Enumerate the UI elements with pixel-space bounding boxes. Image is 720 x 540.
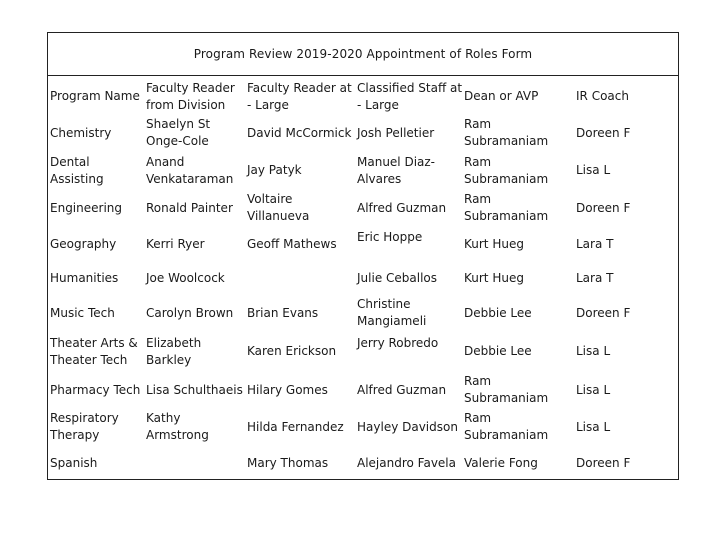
- cell-classified: [357, 295, 426, 331]
- cell-ir-text: Doreen F: [576, 455, 631, 470]
- cell-dean: [464, 116, 548, 150]
- cell-program-text: Respiratory Therapy: [50, 411, 119, 442]
- header-program: [50, 79, 140, 114]
- cell-classified-text: Julie Ceballos: [357, 270, 438, 285]
- cell-dean-text: Ram Subramaniam: [464, 192, 549, 223]
- cell-faculty-large: [247, 227, 337, 261]
- cell-program-text: Spanish: [50, 455, 98, 470]
- cell-faculty-division: [146, 191, 233, 225]
- cell-faculty-large-text: Brian Evans: [247, 305, 319, 320]
- cell-ir: [576, 447, 630, 479]
- cell-faculty-division: [146, 116, 210, 150]
- cell-program-text: Dental Assisting: [50, 154, 104, 186]
- cell-faculty-large: [247, 116, 351, 150]
- cell-faculty-large-text: Geoff Mathews: [247, 236, 337, 251]
- cell-faculty-division-text: Kathy Armstrong: [146, 411, 209, 442]
- cell-classified-text: Josh Pelletier: [357, 125, 435, 140]
- cell-dean: [464, 409, 548, 445]
- cell-ir-text: Doreen F: [576, 305, 631, 320]
- header-dean-text: Dean or AVP: [464, 89, 539, 103]
- cell-dean-text: Kurt Hueg: [464, 236, 524, 251]
- cell-faculty-large-text: Karen Erickson: [247, 344, 337, 358]
- cell-faculty-large-text: Voltaire Villanueva: [247, 192, 310, 223]
- cell-dean-text: Ram Subramaniam: [464, 117, 549, 148]
- header-faculty-large-text: Faculty Reader at - Large: [247, 80, 352, 112]
- cell-faculty-division-text: Ronald Painter: [146, 200, 233, 215]
- cell-dean-text: Debbie Lee: [464, 305, 532, 320]
- cell-program: [50, 447, 97, 479]
- cell-program-text: Music Tech: [50, 305, 115, 320]
- cell-program: [50, 152, 104, 189]
- cell-ir-text: Lisa L: [576, 419, 611, 434]
- cell-faculty-large-text: David McCormick: [247, 125, 352, 140]
- cell-ir-text: Doreen F: [576, 125, 631, 140]
- cell-program-text: Theater Arts & Theater Tech: [50, 335, 138, 367]
- cell-classified: [357, 116, 434, 150]
- cell-faculty-division: [146, 262, 225, 294]
- cell-faculty-large-text: Hilda Fernandez: [247, 419, 344, 434]
- cell-dean-text: Kurt Hueg: [464, 270, 524, 285]
- cell-faculty-large: [247, 447, 328, 479]
- cell-ir: [576, 409, 610, 445]
- cell-ir: [576, 116, 630, 150]
- cell-faculty-large: [247, 152, 302, 189]
- cell-ir-text: Lara T: [576, 236, 614, 251]
- cell-program-text: Geography: [50, 236, 117, 251]
- cell-dean: [464, 333, 532, 370]
- cell-program: [50, 372, 140, 408]
- cell-dean-text: Ram Subramaniam: [464, 411, 549, 442]
- cell-faculty-division: [146, 372, 243, 408]
- cell-classified: [357, 447, 456, 479]
- cell-ir-text: Lara T: [576, 270, 614, 285]
- cell-faculty-division-text: Anand Venkataraman: [146, 154, 234, 186]
- cell-program: [50, 295, 115, 331]
- cell-dean: [464, 152, 548, 189]
- cell-faculty-division-text: Lisa Schulthaeis: [146, 382, 243, 397]
- cell-faculty-large: [247, 409, 344, 445]
- cell-dean-text: Valerie Fong: [464, 455, 538, 470]
- header-faculty-division-text: Faculty Reader from Division: [146, 80, 235, 112]
- cell-faculty-division: [146, 295, 233, 331]
- cell-faculty-large: [247, 191, 309, 225]
- header-classified: [357, 79, 462, 114]
- cell-program: [50, 333, 138, 370]
- cell-faculty-large-text: Hilary Gomes: [247, 382, 328, 397]
- cell-ir-text: Lisa L: [576, 382, 611, 397]
- cell-dean: [464, 447, 538, 479]
- cell-classified-text: Christine Mangiameli: [357, 297, 427, 328]
- cell-classified: [357, 262, 437, 294]
- cell-faculty-division-text: Shaelyn St Onge-Cole: [146, 117, 211, 148]
- title-divider: [48, 75, 678, 76]
- cell-dean: [464, 262, 524, 294]
- cell-classified-text: Alfred Guzman: [357, 382, 447, 397]
- cell-faculty-large: [247, 333, 336, 370]
- cell-ir-text: Lisa L: [576, 344, 611, 358]
- cell-faculty-division-text: Elizabeth Barkley: [146, 335, 202, 367]
- cell-ir-text: Doreen F: [576, 200, 631, 215]
- header-ir-text: IR Coach: [576, 89, 629, 103]
- cell-classified: [357, 372, 446, 408]
- cell-dean: [464, 372, 548, 408]
- header-faculty-large: [247, 79, 352, 114]
- cell-faculty-large-text: Jay Patyk: [247, 163, 302, 177]
- cell-program-text: Engineering: [50, 200, 122, 215]
- cell-faculty-division: [146, 152, 233, 189]
- cell-program-text: Pharmacy Tech: [50, 382, 141, 397]
- cell-ir: [576, 333, 610, 370]
- cell-faculty-division: [146, 333, 201, 370]
- header-classified-text: Classified Staff at - Large: [357, 80, 463, 112]
- cell-program: [50, 227, 116, 261]
- cell-program-text: Chemistry: [50, 125, 112, 140]
- cell-classified: [357, 229, 422, 261]
- cell-classified-text: Hayley Davidson: [357, 419, 458, 434]
- cell-dean-text: Ram Subramaniam: [464, 154, 549, 186]
- cell-faculty-division-text: Carolyn Brown: [146, 305, 234, 320]
- cell-dean-text: Debbie Lee: [464, 344, 532, 358]
- cell-ir: [576, 295, 630, 331]
- cell-faculty-large: [247, 372, 328, 408]
- header-ir: [576, 79, 629, 114]
- cell-ir: [576, 152, 610, 189]
- cell-program: [50, 191, 122, 225]
- cell-ir: [576, 262, 613, 294]
- cell-program: [50, 116, 111, 150]
- cell-program-text: Humanities: [50, 270, 119, 285]
- cell-classified: [357, 191, 446, 225]
- cell-faculty-division-text: Kerri Ryer: [146, 236, 205, 251]
- header-dean: [464, 79, 538, 114]
- cell-dean: [464, 295, 532, 331]
- cell-dean: [464, 191, 548, 225]
- cell-faculty-division: [146, 409, 209, 445]
- cell-classified-text: Alfred Guzman: [357, 200, 447, 215]
- cell-classified-text: Alejandro Favela: [357, 455, 456, 470]
- form-title: Program Review 2019-2020 Appointment of Roles Form: [193, 47, 533, 61]
- cell-ir: [576, 372, 610, 408]
- cell-ir: [576, 227, 613, 261]
- cell-program: [50, 262, 118, 294]
- cell-classified: [357, 152, 435, 189]
- cell-faculty-large: [247, 295, 318, 331]
- cell-classified-text: Jerry Robredo: [357, 336, 439, 350]
- cell-faculty-division-text: Joe Woolcock: [146, 270, 225, 285]
- cell-faculty-large-text: Mary Thomas: [247, 455, 329, 470]
- cell-faculty-division: [146, 227, 205, 261]
- cell-classified-text: Manuel Diaz- Alvares: [357, 154, 436, 186]
- cell-ir-text: Lisa L: [576, 163, 611, 177]
- header-faculty-division: [146, 79, 235, 114]
- cell-classified-text: Eric Hoppe: [357, 230, 423, 244]
- cell-dean: [464, 227, 524, 261]
- cell-program: [50, 409, 119, 445]
- cell-ir: [576, 191, 630, 225]
- cell-classified: [357, 335, 438, 370]
- cell-classified: [357, 409, 458, 445]
- cell-dean-text: Ram Subramaniam: [464, 374, 549, 405]
- header-program-text: Program Name: [50, 89, 140, 103]
